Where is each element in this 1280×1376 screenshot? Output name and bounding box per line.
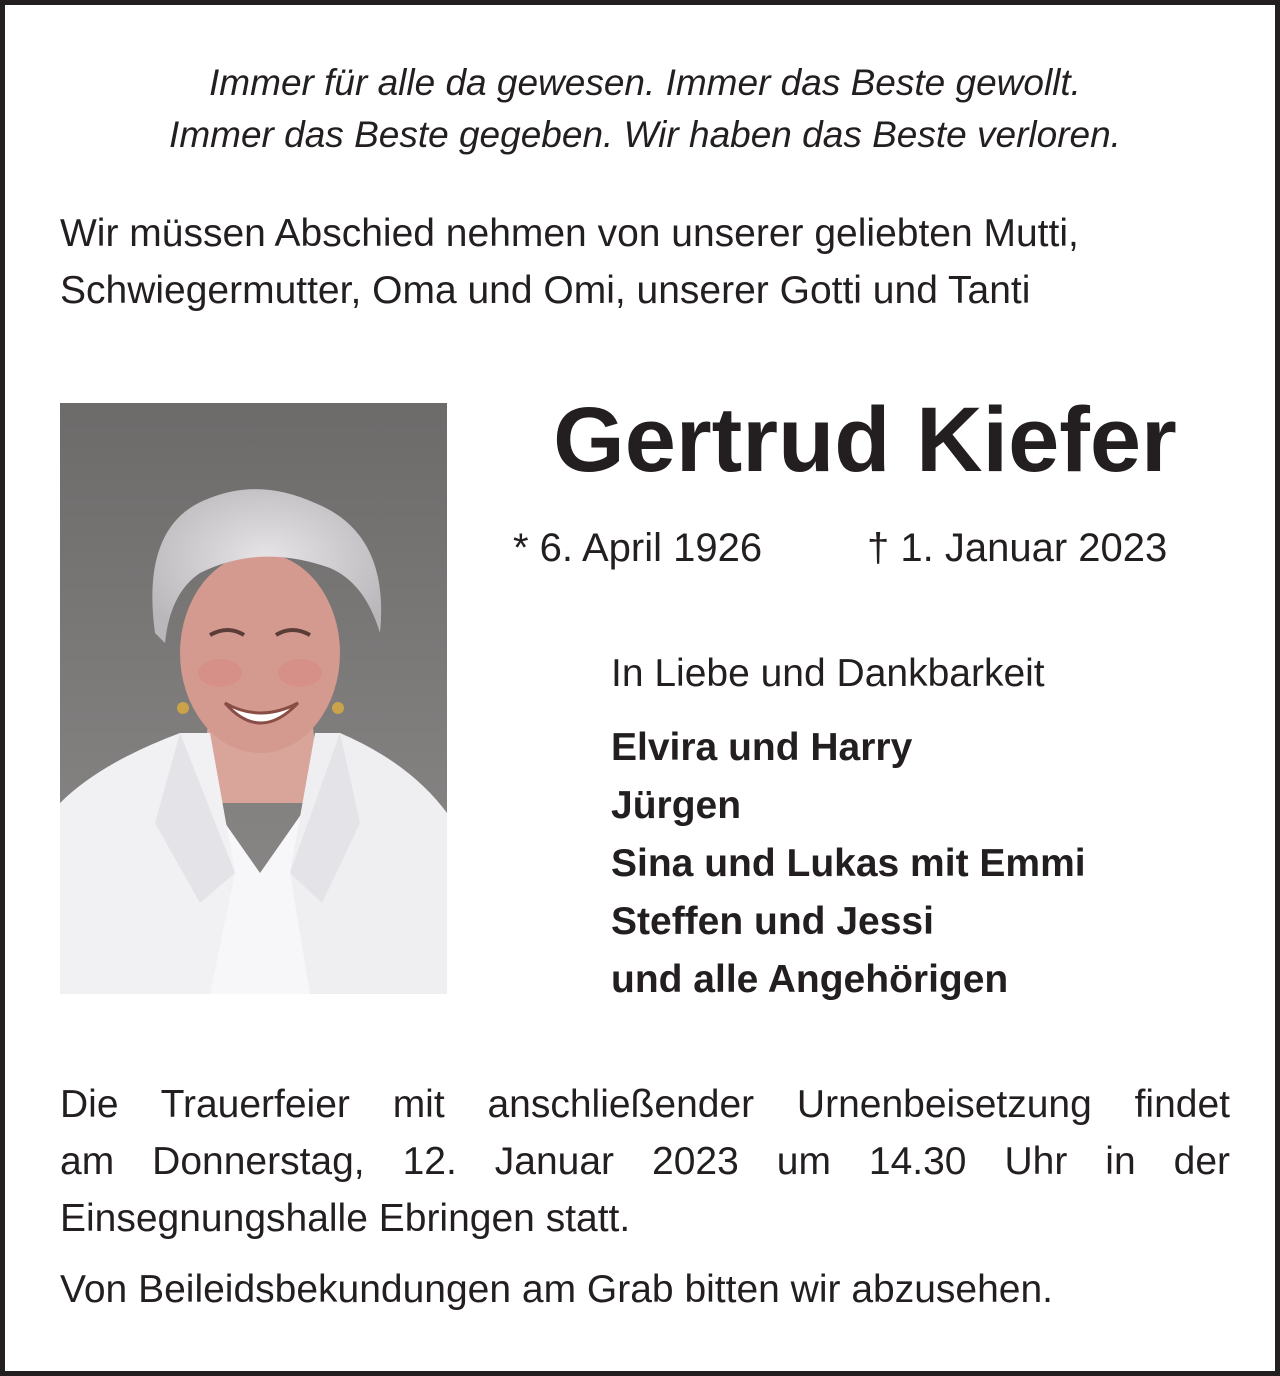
intro-text	[60, 205, 1240, 319]
motto-line-1: Immer für alle da gewesen. Immer das Beste gewollt.	[209, 62, 1081, 103]
mourner-name: Sina und Lukas mit Emmi	[611, 842, 1086, 885]
mourner-name: und alle Angehörigen	[611, 958, 1009, 1001]
ceremony-line-1: Die Trauerfeier mit anschließender Urnenbeisetzung findet	[60, 1083, 1230, 1126]
intro-line-2: Schwiegermutter, Oma und Omi, unserer Gotti und Tanti	[60, 269, 1031, 312]
ceremony-info	[60, 1076, 1230, 1247]
mourner-name: Steffen und Jessi	[611, 900, 934, 943]
condolence-request: Von Beileidsbekundungen am Grab bitten wir abzusehen.	[60, 1268, 1053, 1311]
ceremony-line-3: Einsegnungshalle Ebringen statt.	[60, 1197, 631, 1240]
deceased-name: Gertrud Kiefer	[553, 389, 1177, 491]
ceremony-line-2: am Donnerstag, 12. Januar 2023 um 14.30 Uhr in der	[60, 1140, 1230, 1183]
portrait-illustration	[60, 403, 447, 994]
motto-quote	[5, 57, 1280, 161]
portrait-photo	[60, 403, 447, 994]
birth-date: * 6. April 1926	[513, 526, 763, 570]
mourners-list	[611, 719, 1086, 1009]
intro-line-1: Wir müssen Abschied nehmen von unserer geliebten Mutti,	[60, 212, 1079, 255]
mourner-name: Jürgen	[611, 784, 742, 827]
motto-line-2: Immer das Beste gegeben. Wir haben das Beste verloren.	[169, 114, 1121, 155]
mourner-name: Elvira und Harry	[611, 726, 913, 769]
mourning-intro: In Liebe und Dankbarkeit	[611, 652, 1045, 695]
death-date: † 1. Januar 2023	[867, 526, 1168, 570]
